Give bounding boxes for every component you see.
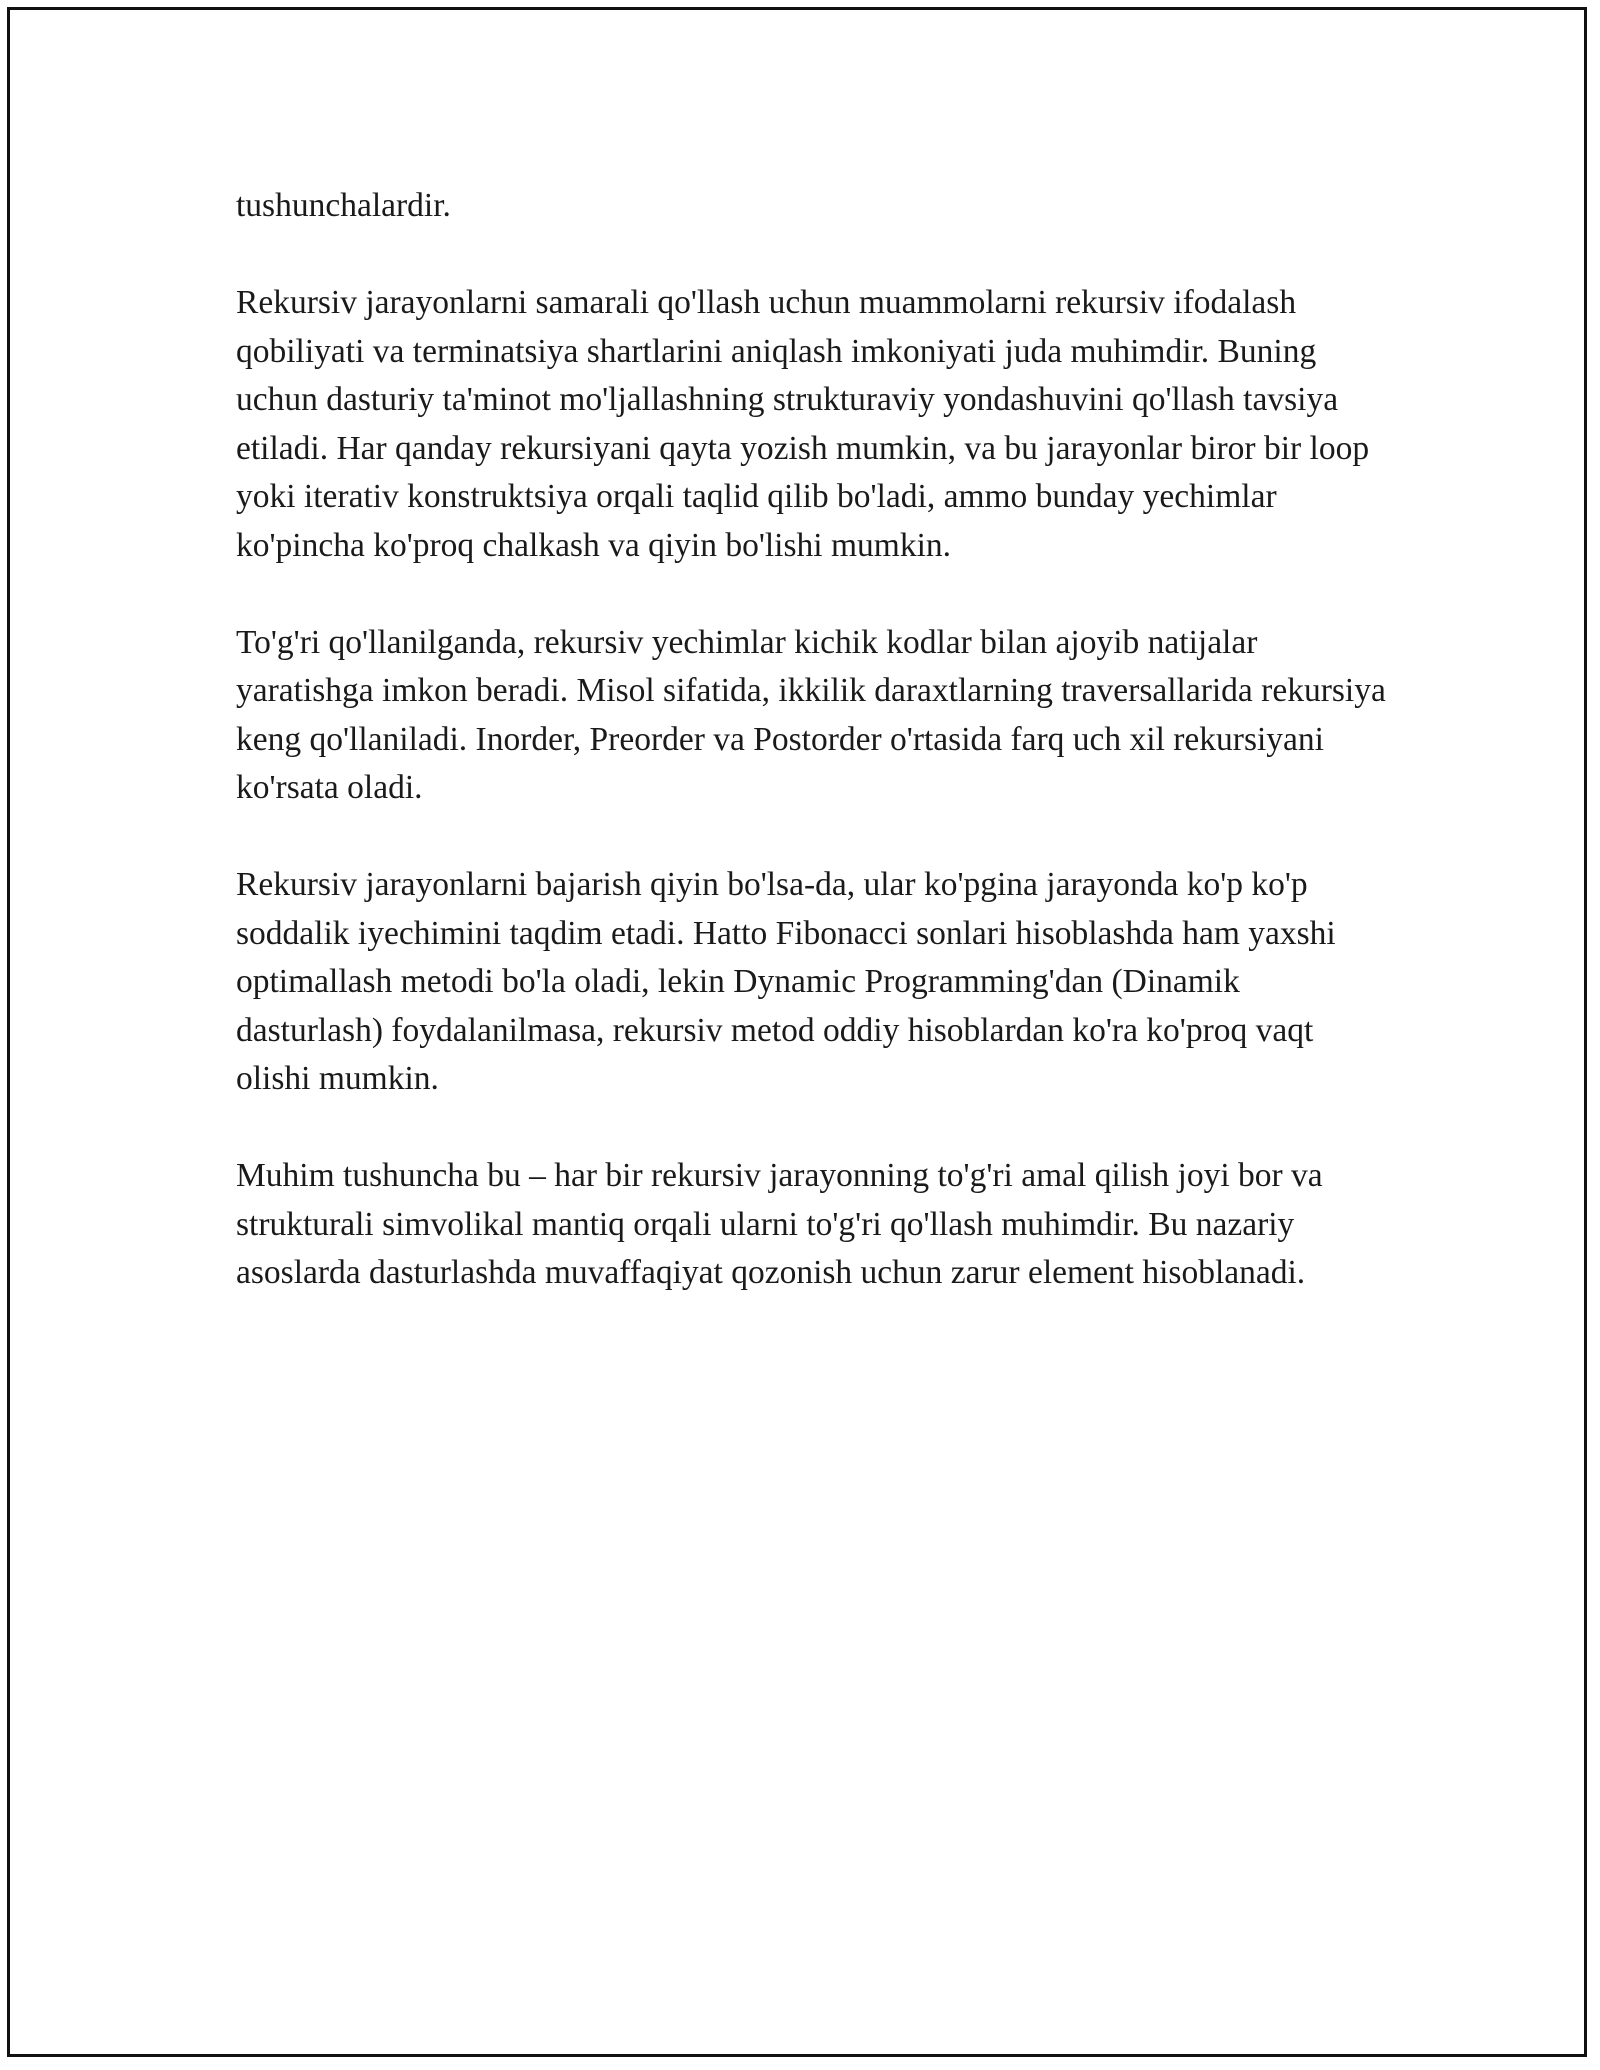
paragraph-4: Rekursiv jarayonlarni bajarish qiyin bo'lsa-da, ular ko'pgina jarayonda ko'p ko'p soddalik iyechimini taqdim etadi. Hatto Fibonacci sonlari hisoblashda ham yaxshi optimallash metodi bo'la oladi, lekin Dynamic Programming'dan (Dinamik dasturlash) foydalanilmasa, rekursiv metod oddiy hisoblardan ko'ra ko'proq vaqt olishi mumkin.: [236, 866, 1336, 1097]
paragraph-2: Rekursiv jarayonlarni samarali qo'llash uchun muammolarni rekursiv ifodalash qobiliyati va terminatsiya shartlarini aniqlash imkoniyati juda muhimdir. Buning uchun dasturiy ta'minot mo'ljallashning strukturaviy yondashuvini qo'llash tavsiya etiladi. Har qanday rekursiyani qayta yozish mumkin, va bu jarayonlar biror bir loop yoki iterativ konstruktsiya orqali taqlid qilib bo'ladi, ammo bunday yechimlar ko'pincha ko'proq chalkash va qiyin bo'lishi mumkin.: [236, 284, 1370, 564]
paragraph-1: tushunchalardir.: [236, 187, 451, 224]
paragraph-5: Muhim tushuncha bu – har bir rekursiv jarayonning to'g'ri amal qilish joyi bor va strukturali simvolikal mantiq orqali ularni to'g'ri qo'llash muhimdir. Bu nazariy asoslarda dasturlashda muvaffaqiyat qozonish uchun zarur element hisoblanadi.: [236, 1157, 1323, 1291]
document-body: [236, 182, 1386, 1346]
paragraph-3: To'g'ri qo'llanilganda, rekursiv yechimlar kichik kodlar bilan ajoyib natijalar yaratishga imkon beradi. Misol sifatida, ikkilik daraxtlarning traversallarida rekursiya keng qo'llaniladi. Inorder, Preorder va Postorder o'rtasida farq uch xil rekursiyani ko'rsata oladi.: [236, 623, 1386, 806]
